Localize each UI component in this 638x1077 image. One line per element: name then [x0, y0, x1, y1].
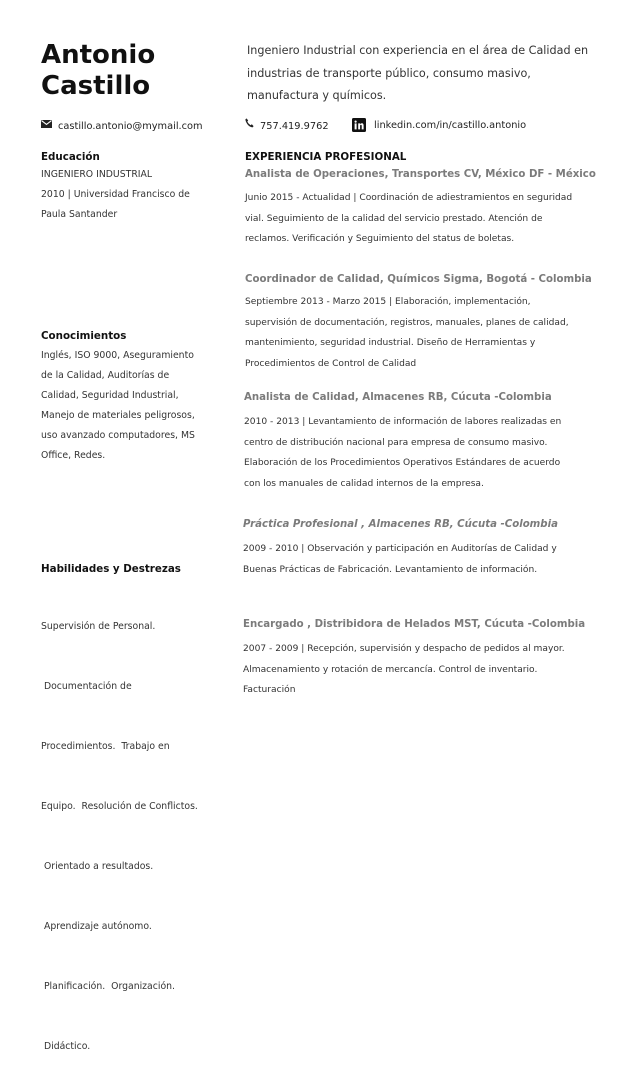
linkedin-icon	[352, 117, 366, 136]
experience-heading: EXPERIENCIA PROFESIONAL	[245, 151, 407, 163]
last-name: Castillo	[41, 71, 151, 101]
skill-line: Documentación de	[41, 681, 132, 692]
job-line: Procedimientos de Control de Calidad	[245, 358, 417, 369]
job-description	[243, 539, 593, 580]
profile-summary: Ingeniero Industrial con experiencia en el área de Calidad en industrias de transporte público, consumo masivo, manufactura y químicos.	[247, 44, 589, 102]
job-description	[243, 639, 593, 701]
education-degree: INGENIERO INDUSTRIAL	[41, 169, 153, 180]
skill-line: Orientado a resultados.	[41, 861, 154, 872]
job-line: con los manuales de calidad internos de la empresa.	[244, 478, 484, 489]
email-contact[interactable]	[41, 118, 203, 135]
first-name: Antonio	[41, 40, 156, 70]
skills-heading: Habilidades y Destrezas	[41, 563, 181, 575]
knowledge-heading: Conocimientos	[41, 330, 127, 342]
candidate-name	[41, 40, 155, 102]
linkedin-text[interactable]: linkedin.com/in/castillo.antonio	[374, 120, 527, 131]
phone-icon	[245, 118, 254, 134]
job-title: Encargado , Distribidora de Helados MST, Cúcuta -Colombia	[243, 619, 586, 630]
job-description	[245, 188, 595, 250]
knowledge-line: Office, Redes.	[41, 450, 106, 461]
job-line: 2007 - 2009 | Recepción, supervisión y despacho de pedidos al mayor.	[243, 644, 565, 654]
job-title: Analista de Calidad, Almacenes RB, Cúcuta -Colombia	[244, 392, 552, 403]
job-line: centro de distribución nacional para empresa de consumo masivo.	[244, 437, 548, 448]
job-line: Septiembre 2013 - Marzo 2015 | Elaboración, implementación,	[245, 297, 531, 307]
job-line: mantenimiento, seguridad industrial. Diseño de Herramientas y	[245, 338, 536, 348]
job-line: reclamos. Verificación y Seguimiento del status de boletas.	[245, 234, 515, 244]
linkedin-contact[interactable]	[374, 118, 526, 134]
knowledge-list	[41, 346, 195, 466]
job-line: Almacenamiento y rotación de mercancía. Control de inventario.	[243, 664, 538, 675]
knowledge-line: uso avanzado computadores, MS	[41, 430, 195, 441]
skill-line: Planificación. Organización.	[41, 981, 175, 992]
job-line: vial. Seguimiento de la calidad del servicio prestado. Atención de	[245, 213, 543, 224]
job-line: supervisión de documentación, registros, manuales, planes de calidad,	[245, 317, 569, 328]
education-block	[41, 165, 190, 225]
job-title: Analista de Operaciones, Transportes CV, México DF - México	[245, 169, 596, 180]
job-title: Práctica Profesional , Almacenes RB, Cúcuta -Colombia	[243, 519, 558, 530]
skills-list	[41, 577, 198, 1077]
job-line: Junio 2015 - Actualidad | Coordinación de adiestramientos en seguridad	[245, 193, 573, 203]
job-description	[245, 292, 595, 374]
skill-line: Aprendizaje autónomo.	[41, 921, 152, 932]
phone-contact[interactable]	[245, 118, 329, 135]
knowledge-line: Inglés, ISO 9000, Aseguramiento	[41, 350, 194, 361]
knowledge-line: Calidad, Seguridad Industrial,	[41, 390, 179, 401]
job-line: 2009 - 2010 | Observación y participación en Auditorías de Calidad y	[243, 544, 557, 554]
job-title: Coordinador de Calidad, Químicos Sigma, Bogotá - Colombia	[245, 274, 592, 285]
job-line: 2010 - 2013 | Levantamiento de información de labores realizadas en	[244, 417, 562, 427]
skill-line: Procedimientos. Trabajo en	[41, 741, 170, 752]
education-heading: Educación	[41, 151, 100, 163]
job-description	[244, 412, 594, 494]
envelope-icon	[41, 118, 52, 134]
job-line: Facturación	[243, 685, 296, 695]
knowledge-line: Manejo de materiales peligrosos,	[41, 410, 195, 421]
education-line: 2010 | Universidad Francisco de	[41, 189, 190, 200]
email-text[interactable]: castillo.antonio@mymail.com	[58, 121, 203, 132]
skill-line: Supervisión de Personal.	[41, 621, 156, 632]
skill-line: Equipo. Resolución de Conflictos.	[41, 801, 198, 812]
education-line: Paula Santander	[41, 209, 118, 220]
knowledge-line: de la Calidad, Auditorías de	[41, 370, 170, 381]
job-line: Buenas Prácticas de Fabricación. Levantamiento de información.	[243, 564, 538, 575]
job-line: Elaboración de los Procedimientos Operativos Estándares de acuerdo	[244, 458, 561, 468]
phone-text[interactable]: 757.419.9762	[260, 121, 329, 132]
skill-line: Didáctico.	[41, 1041, 91, 1052]
